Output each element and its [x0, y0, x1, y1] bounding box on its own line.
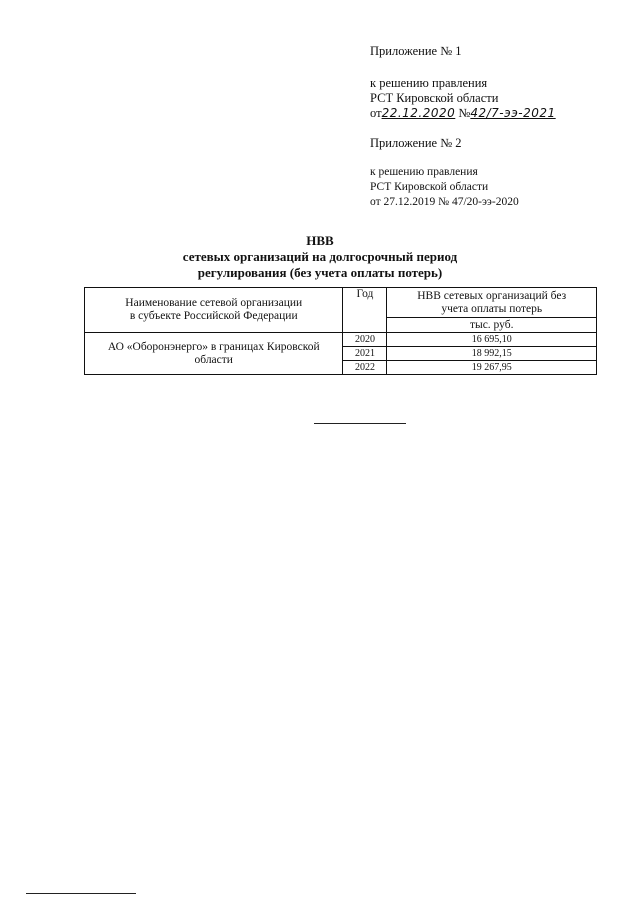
appendix1-title: Приложение № 1 [370, 44, 462, 58]
date-prefix: от [370, 106, 382, 120]
appendix2-line1: к решению правления [370, 166, 478, 178]
doc-title-line3: регулирования (без учета оплаты потерь) [197, 265, 443, 280]
appendix1-line1: к решению правления [370, 76, 488, 90]
appendix1-date-line [370, 106, 556, 121]
doc-title-line2: сетевых организаций на долгосрочный период [182, 249, 458, 264]
number-prefix: № [458, 106, 471, 120]
nvv-table [84, 287, 597, 375]
header-unit: тыс. руб. [387, 318, 597, 333]
appendix2-line2: РСТ Кировской области [370, 181, 489, 193]
handwritten-date: 22.12.2020 [381, 106, 456, 120]
table-row-year: 2020 [343, 333, 387, 347]
end-divider [314, 423, 406, 424]
appendix2-title: Приложение № 2 [370, 136, 462, 150]
appendix2-line3: от 27.12.2019 № 47/20-ээ-2020 [370, 196, 519, 208]
table-row-year: 2021 [343, 347, 387, 361]
header-year: Год [343, 288, 387, 333]
header-org: Наименование сетевой организации в субъекте Российской Федерации [85, 288, 343, 333]
footer-line [26, 893, 136, 894]
table-row-value: 19 267,95 [387, 361, 597, 375]
appendix1-line2: РСТ Кировской области [370, 91, 499, 105]
table-row-value: 18 992,15 [387, 347, 597, 361]
handwritten-number: 42/7-ээ-2021 [470, 106, 556, 120]
table-row-value: 16 695,10 [387, 333, 597, 347]
org-name-cell: АО «Оборонэнерго» в границах Кировской области [85, 333, 343, 375]
table-row-year: 2022 [343, 361, 387, 375]
header-nvv: НВВ сетевых организаций без учета оплаты потерь [387, 288, 597, 318]
doc-title-line1: НВВ [306, 233, 334, 248]
